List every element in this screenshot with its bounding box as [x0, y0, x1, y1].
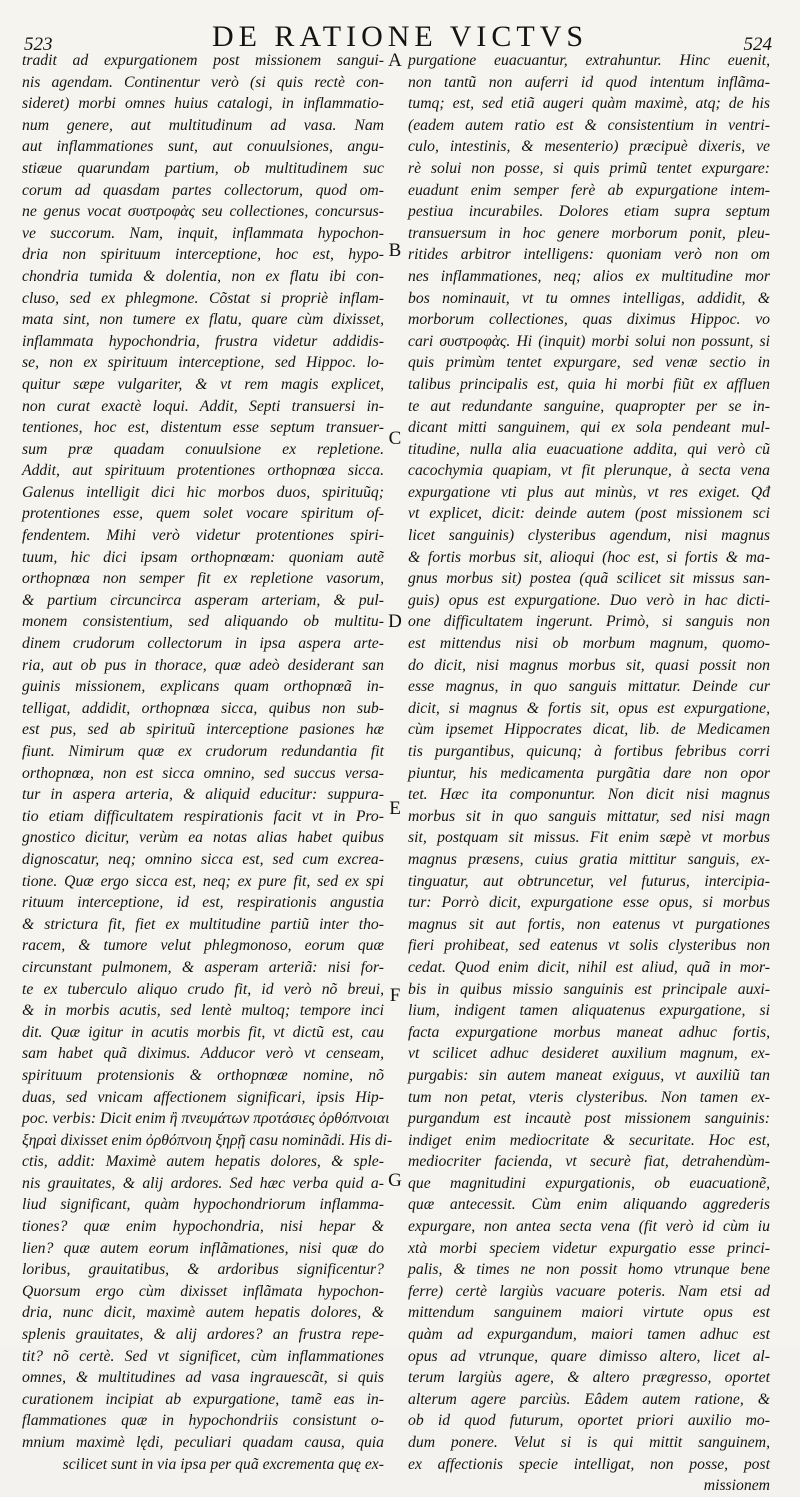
text-line: magnus præsens, cuius gratia mittitur sanguis, ex- [408, 850, 770, 868]
text-line: lien? quæ autem eorum inflãmationes, nisi quæ do [22, 1239, 384, 1257]
text-line: esse magnus, in quo sanguis mittatur. Deinde cur [408, 678, 770, 696]
text-line: ex affectionis specie intelligat, non posse, post [408, 1455, 770, 1473]
text-line: vt scilicet adhuc desideret auxilium magnum, ex- [408, 1045, 770, 1063]
text-line: sideret) morbi omnes huius catalogi, in inflammatio- [22, 95, 384, 113]
text-line: & fortis morbus sit, alioqui (hoc est, si fortis & ma- [408, 548, 770, 566]
text-line: fieri prohibeat, sed eatenus vt solis clysteribus non [408, 937, 770, 955]
text-line: inflammata hypochondria, frustra videtur addidis- [22, 332, 384, 350]
text-line: ob id quod futurum, oportet priori auxilio mo- [408, 1412, 770, 1430]
text-line: nis grauitates, & alij ardores. Sed hæc verba quid a- [22, 1174, 384, 1192]
text-line: titudine, nulla alia euacuatione addita, qui verò cũ [408, 440, 770, 458]
text-line: ritides arbitror intelligens: quoniam verò non om [408, 246, 770, 264]
text-line: rè solui non posse, si quis primũ tentet expurgare: [408, 159, 770, 177]
text-line: chondria tumida & dolentia, non ex flatu ibi con- [22, 267, 384, 285]
text-line: orthopnœa, non est sicca omnino, sed succus versa- [22, 764, 384, 782]
margin-marker-b: B [388, 240, 402, 261]
text-line: tumq; est, sed etiã augeri quàm maximè, atq; de his [408, 95, 770, 113]
text-line: bis in quibus missio sanguinis est principale auxi- [408, 980, 770, 998]
text-line: poc. verbis: Dicit enim ἢ πνευμάτων προτάσιες ὀρθόπνοιαι [22, 1110, 390, 1128]
margin-marker-d: D [388, 611, 402, 632]
text-line: liud significant, quàm hypochondriorum inflamma- [22, 1196, 384, 1214]
text-line: cedat. Quod enim dicit, nihil est aliud, quã in mor- [408, 958, 770, 976]
text-line: dicant mitti sanguinem, qui ex sola pendeant mul- [408, 419, 770, 437]
text-line: aut inflammationes sunt, aut conuulsiones, angu- [22, 138, 384, 156]
text-line: tum non petat, vteris clysteribus. Non tamen ex- [408, 1088, 770, 1106]
margin-marker-e: E [389, 798, 401, 819]
text-line: culo, intestinis, & mesenterio) præcipuè dixeris, ve [408, 138, 770, 156]
text-line: tis purgantibus, quicunq; à fortibus febribus corri [408, 743, 770, 760]
text-line: ξηραὶ dixisset enim ὀρθόπνοιη ξηρῇ casu nominãdi. His di- [22, 1131, 393, 1149]
text-line: ferre) certè largiùs vacuare poteris. Nam etsi ad [408, 1282, 770, 1300]
text-line: te ex tuberculo aliquo crudo fit, id verò nõ breui, [22, 980, 384, 998]
text-line: non curat exactè loqui. Addit, Septi transuersi in- [22, 397, 384, 415]
page-header [0, 14, 800, 54]
text-line: vt explicet, dicit: deinde autem (post missionem sci [408, 505, 770, 523]
text-line: talibus principalis est, quia hi morbi fiũt ex affluen [408, 375, 770, 393]
text-line: euadunt enim semper ferè ab expurgatione intem- [408, 181, 770, 199]
text-line: cari συστροφὰς. Hi (inquit) morbi solui non possunt, si [408, 332, 770, 350]
text-line: mediocriter facienda, vt securè fiat, detrahendùm- [408, 1153, 770, 1171]
text-line: alterum agere parciùs. Eâdem autem ratione, & [408, 1390, 770, 1408]
text-line: quæ antecessit. Cùm enim aliquando aggrederis [408, 1196, 770, 1214]
text-line: tiones? quæ enim hypochondria, nisi hepar & [22, 1218, 384, 1236]
text-line: morborum collectiones, quas diximus Hippoc. vo [408, 311, 770, 329]
text-line: dicit, si magnus & fortis sit, opus est expurgatione, [408, 699, 770, 717]
text-line: loribus, grauitatibus, & ardoribus significentur? [22, 1261, 384, 1279]
text-line: quis primùm tentet expurgare, sed venæ sectio in [408, 354, 770, 372]
text-line: corum ad quasdam partes collectorum, quod om- [22, 181, 384, 199]
text-line: est mittendus nisi ob morbum magnum, quomo- [408, 635, 770, 653]
text-line: & in morbis acutis, sed lentè multoq; tempore inci [22, 1002, 384, 1020]
text-line: quitur sæpe vulgariter, & vt rem magis explicet, [22, 375, 384, 393]
text-line: dria, nunc dicit, maximè autem hepatis dolores, & [22, 1304, 384, 1322]
text-line: pestiua incurabiles. Dolores etiam supra septum [408, 203, 770, 221]
margin-marker-c: C [388, 428, 402, 449]
text-line: transuersum in hoc genere morborum ponit, pleu- [408, 224, 770, 242]
text-line: tradit ad expurgationem post missionem sangui- [22, 52, 384, 69]
text-line: circunstant pulmonem, & asperam arteriã: nisi for- [22, 958, 384, 976]
text-line: mittendum sanguinem maiori virtute opus est [408, 1304, 770, 1322]
margin-marker-f: F [389, 985, 401, 1006]
text-line: ne genus vocat συστροφὰς seu collectiones, concursus- [22, 203, 384, 221]
text-line: orthopnœa non semper fit ex repletione vasorum, [22, 570, 384, 588]
text-line: mata sint, non tumere ex flatu, quare cùm dixisset, [22, 311, 384, 329]
text-line: dria non spirituum interceptione, hoc est, hypo- [22, 246, 384, 264]
running-title: DE RATIONE VICTVS [211, 20, 589, 53]
text-line: est pus, sed ab spirituũ interceptione pasiones hæ [22, 721, 384, 739]
text-line: morbus sit in quo sanguis mittatur, sed nisi magn [408, 807, 770, 825]
text-line: & partium circuncirca asperam arteriam, & pul- [22, 591, 384, 609]
text-line: purgabis: sin autem maneat exiguus, vt auxiliũ tan [408, 1066, 770, 1084]
text-line: piuntur, his medicamenta purgãtia dare non opor [408, 764, 770, 782]
text-line: expurgatione vti plus aut minùs, vt res exiget. Qđ [408, 483, 770, 501]
text-line: non tantũ non auferri id quod intentum inflãma- [408, 73, 770, 91]
text-line: magnus sit aut fortis, non eatenus vt purgationes [408, 915, 770, 933]
margin-marker-g: G [388, 1170, 402, 1191]
text-line: indiget enim mediocritate & securitate. Hoc est, [408, 1131, 770, 1149]
text-line: te aut redundante sanguine, quapropter per se in- [408, 397, 770, 415]
text-line: bos nominauit, vt tu omnes intelligas, addidit, & [408, 289, 770, 307]
text-line: licet sanguinis) clysteribus agendum, nisi magnus [408, 527, 770, 545]
text-line: tione. Quæ ergo sicca est, neq; ex pure fit, sed ex spi [22, 872, 384, 890]
text-line: splenis grauitates, & alij ardores? an frustra repe- [22, 1326, 384, 1344]
text-line: gnostico dicitur, verùm ea notas alias habet quibus [22, 829, 384, 847]
text-line: ctis, addit: Maximè autem hepatis dolores, & sple- [22, 1153, 384, 1171]
text-line: (eadem autem ratio est & consistentium in ventri- [408, 116, 770, 134]
text-line: mnium maximè lędi, peculiari quadam causa, quia [22, 1434, 384, 1451]
text-line: que magnitudini expurgationis, ob euacuationẽ, [408, 1174, 770, 1192]
right-column [408, 50, 770, 1495]
text-line: stiæue quarundam partium, ob multitudinem suc [22, 159, 384, 177]
text-line: tuum, hic dici ipsam orthopnœam: quoniam autẽ [22, 548, 384, 566]
text-line: monem consistentium, sed aliquando ob multitu- [22, 613, 384, 631]
text-line: do dicit, nisi magnus morbus sit, quasi possit non [408, 656, 770, 674]
text-line: nes inflammationes, neq; alios ex multitudine mor [408, 267, 770, 285]
text-line: racem, & tumore velut phlegmonoso, eorum quæ [22, 937, 384, 955]
text-line: gnus morbus sit) postea (quã scilicet sit missus san- [408, 570, 770, 588]
text-line: curationem incipiat ab expurgatione, tamẽ eas in- [22, 1390, 384, 1408]
text-line: tit? nõ certè. Sed vt significet, cùm inflammationes [22, 1347, 384, 1365]
text-line: Addit, aut spirituum protentiones orthopnœa sicca. [22, 462, 384, 480]
text-line: tur in aspera arteria, & aliquid educitur: suppura- [22, 786, 384, 804]
text-line: facta expurgatione morbus maneat adhuc fortis, [408, 1023, 770, 1041]
text-line: cùm ipsemet Hippocrates dicat, lib. de Medicamen [408, 721, 770, 739]
page-number-right: 524 [743, 34, 772, 55]
text-line: guinis missionem, explicans quam orthopnœã in- [22, 678, 384, 696]
text-line: protentiones esse, quem solet vocare spiritum of- [22, 505, 384, 523]
text-line: sam habet quã diximus. Adducor verò vt censeam, [22, 1045, 384, 1063]
text-line: ria, aut ob pus in thorace, quæ adeò desiderant san [22, 656, 384, 674]
text-line: terum largiùs agere, & altero prægresso, oportet [408, 1369, 770, 1387]
text-line: quàm ad expurgandum, maiori tamen adhuc est [408, 1326, 770, 1344]
text-line: dinem crudorum collectorum in ipsa aspera arte- [22, 635, 384, 653]
text-line: se, non ex spirituum interceptione, sed Hippoc. lo- [22, 354, 384, 372]
text-line: dignoscatur, neq; omnino sicca est, sed cum excrea- [22, 850, 384, 868]
text-line: Quorsum ergo cùm dixisset inflãmata hypochon- [22, 1282, 384, 1300]
text-line: cluso, sed ex phlegmone. Cõstat si propriè inflam- [22, 289, 384, 307]
text-line: palis, & times ne non possit homo vtrunque bene [408, 1261, 770, 1279]
text-line: tentiones, hoc est, distentum esse septum transuer- [22, 419, 384, 437]
text-line: duas, sed vnicam affectionem significari, ipsis Hip- [22, 1088, 384, 1106]
text-line: xtà morbi speciem videtur expurgatio esse princi- [408, 1239, 770, 1257]
text-line: Galenus intelligit dici hic morbos duos, spirituũq; [22, 483, 384, 501]
margin-marker-a: A [388, 50, 402, 71]
text-line: flammationes quæ in hypochondriis consistunt o- [22, 1412, 384, 1430]
text-line: expurgare, non antea secta vena (fit verò id cùm iu [408, 1218, 770, 1236]
text-line: one difficultatem ingerunt. Primò, si sanguis non [408, 613, 770, 631]
text-line: dum ponere. Velut si is qui mittit sanguinem, [408, 1434, 770, 1451]
text-line: rituum interceptione, id est, respirationis angustia [22, 894, 384, 912]
text-line: tet. Hæc ita componuntur. Non dicit nisi magnus [408, 786, 770, 804]
text-line: tur: Porrò dicit, expurgatione esse opus, si morbus [408, 894, 770, 912]
text-line: scilicet sunt in via ipsa per quã excrementa quę ex- [62, 1455, 384, 1473]
text-line: fendentem. Mihi verò videtur protentiones spiri- [22, 527, 384, 545]
text-line: spirituum protensionis & orthopnœæ nomine, nõ [22, 1066, 384, 1084]
text-line: missionem [703, 1477, 770, 1495]
text-line: purgatione euacuantur, extrahuntur. Hinc euenit, [408, 52, 770, 69]
text-line: fiunt. Nimirum quæ ex crudorum redundantia fit [22, 743, 384, 760]
text-line: ve succorum. Nam, inquit, inflammata hypochon- [22, 224, 384, 242]
text-line: tinguatur, aut obtruncetur, vel futurus, intercipia- [408, 872, 770, 890]
text-line: purgandum est incautè post missionem sanguinis: [408, 1110, 770, 1128]
text-line: num genere, aut multitudinum ad vasa. Nam [22, 116, 384, 134]
text-line: tio etiam difficultatem respirationis facit vt in Pro- [22, 807, 384, 825]
text-line: nis agendam. Continentur verò (si quis rectè con- [22, 73, 384, 91]
left-column [22, 50, 393, 1473]
text-line: & strictura fit, fiet ex multitudine partiũ inter tho- [22, 915, 384, 933]
text-line: sit, postquam sit missus. Fit enim sæpè vt morbus [408, 829, 770, 847]
text-line: telligat, addidit, orthopnœa sicca, quibus non sub- [22, 699, 384, 717]
text-line: guis) opus est expurgatione. Duo verò in hac dicti- [408, 591, 770, 609]
text-line: cacochymia quapiam, vt fit plerunque, à secta vena [408, 462, 770, 480]
text-line: omnes, & multitudines ad vasa ingrauescãt, si quis [22, 1369, 384, 1387]
text-line: lium, indigent tamen aliquatenus expurgatione, si [408, 1002, 770, 1020]
text-line: dit. Quæ igitur in acutis morbis fit, vt dictũ est, cau [22, 1023, 384, 1041]
text-line: sum præ quadam conuulsione ex repletione. [22, 440, 384, 458]
text-line: opus ad vtrunque, quare dimisso altero, licet al- [408, 1347, 770, 1365]
page-number-left: 523 [24, 34, 53, 55]
